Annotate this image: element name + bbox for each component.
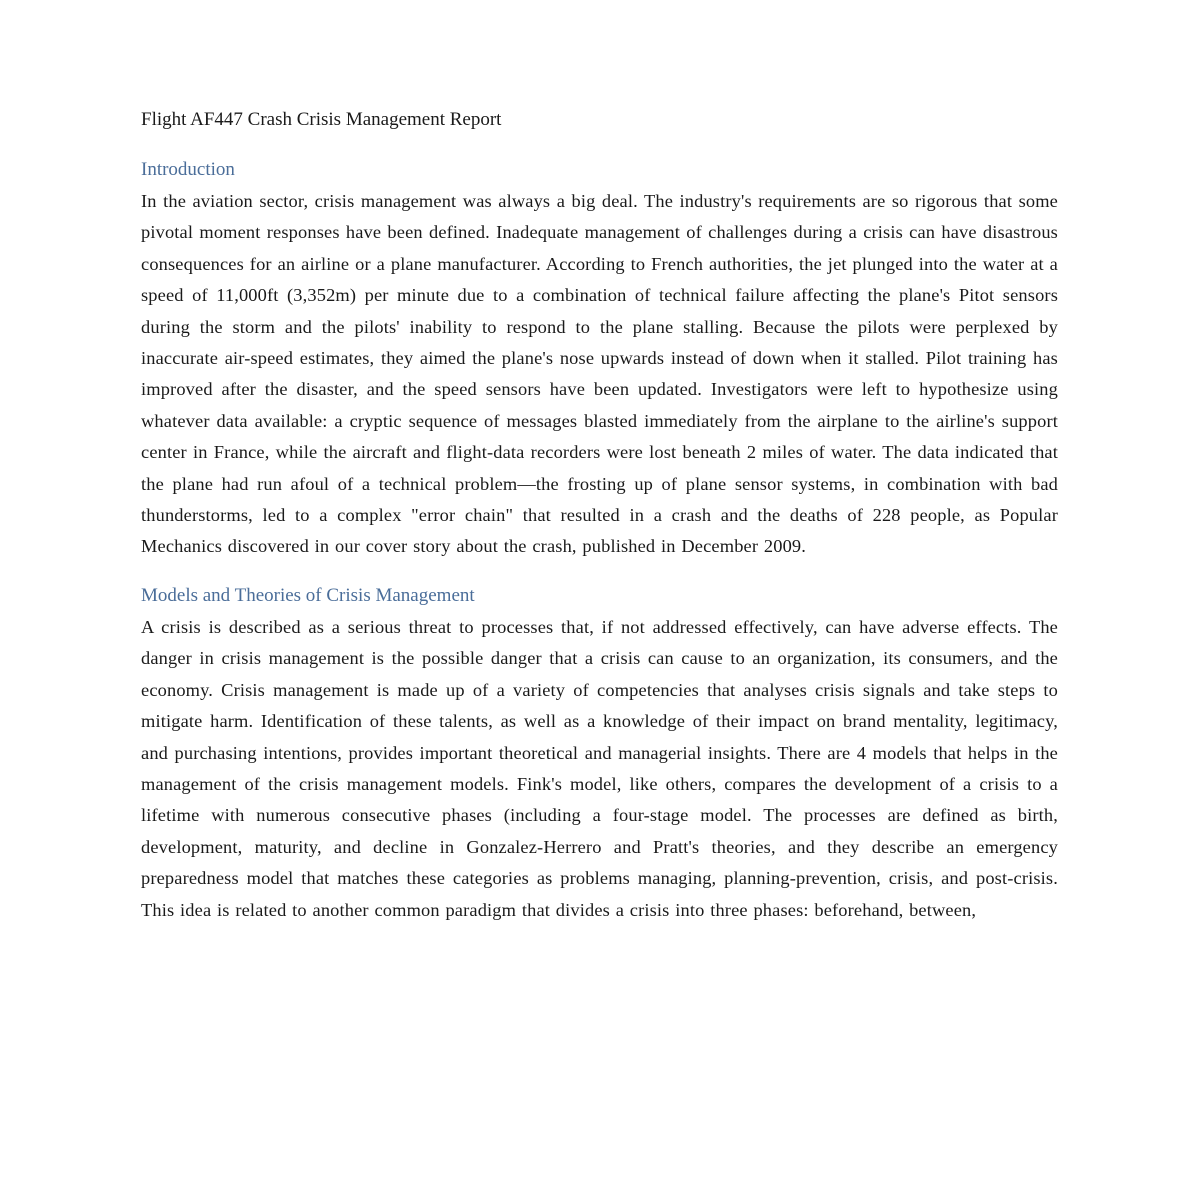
section-heading: Introduction xyxy=(141,159,235,180)
section-introduction xyxy=(141,156,1058,563)
section-paragraph: A crisis is described as a serious threat to processes that, if not addressed effectively, can have adverse effects. The danger in crisis management is the possible danger that a crisis can cause to an organization, its consumers, and the economy. Crisis management is made up of a variety of competencies that analyses crisis signals and take steps to mitigate harm. Identification of these talents, as well as a knowledge of their impact on brand mentality, legitimacy, and purchasing intentions, provides important theoretical and managerial insights. There are 4 models that helps in the management of the crisis management models. Fink's model, like others, compares the development of a crisis to a lifetime with numerous consecutive phases (including a four-stage model. The processes are defined as birth, development, maturity, and decline in Gonzalez-Herrero and Pratt's theories, and they describe an emergency preparedness model that matches these categories as problems managing, planning-prevention, crisis, and post-crisis. This idea is related to another common paradigm that divides a crisis into three phases: beforehand, between, xyxy=(141,616,1058,920)
document-title: Flight AF447 Crash Crisis Management Report xyxy=(141,109,502,130)
document-page xyxy=(141,106,1058,926)
section-paragraph: In the aviation sector, crisis management was always a big deal. The industry's requirements are so rigorous that some pivotal moment responses have been defined. Inadequate management of challenges during a crisis can have disastrous consequences for an airline or a plane manufacturer. According to French authorities, the jet plunged into the water at a speed of 11,000ft (3,352m) per minute due to a combination of technical failure affecting the plane's Pitot sensors during the storm and the pilots' inability to respond to the plane stalling. Because the pilots were perplexed by inaccurate air-speed estimates, they aimed the plane's nose upwards instead of down when it stalled. Pilot training has improved after the disaster, and the speed sensors have been updated. Investigators were left to hypothesize using whatever data available: a cryptic sequence of messages blasted immediately from the airplane to the airline's support center in France, while the aircraft and flight-data recorders were lost beneath 2 miles of water. The data indicated that the plane had run afoul of a technical problem—the frosting up of plane sensor systems, in combination with bad thunderstorms, led to a complex "error chain" that resulted in a crash and the deaths of 228 people, as Popular Mechanics discovered in our cover story about the crash, published in December 2009. xyxy=(141,191,1058,557)
section-heading: Models and Theories of Crisis Management xyxy=(141,584,475,606)
section-models-and-theories xyxy=(141,582,1058,926)
